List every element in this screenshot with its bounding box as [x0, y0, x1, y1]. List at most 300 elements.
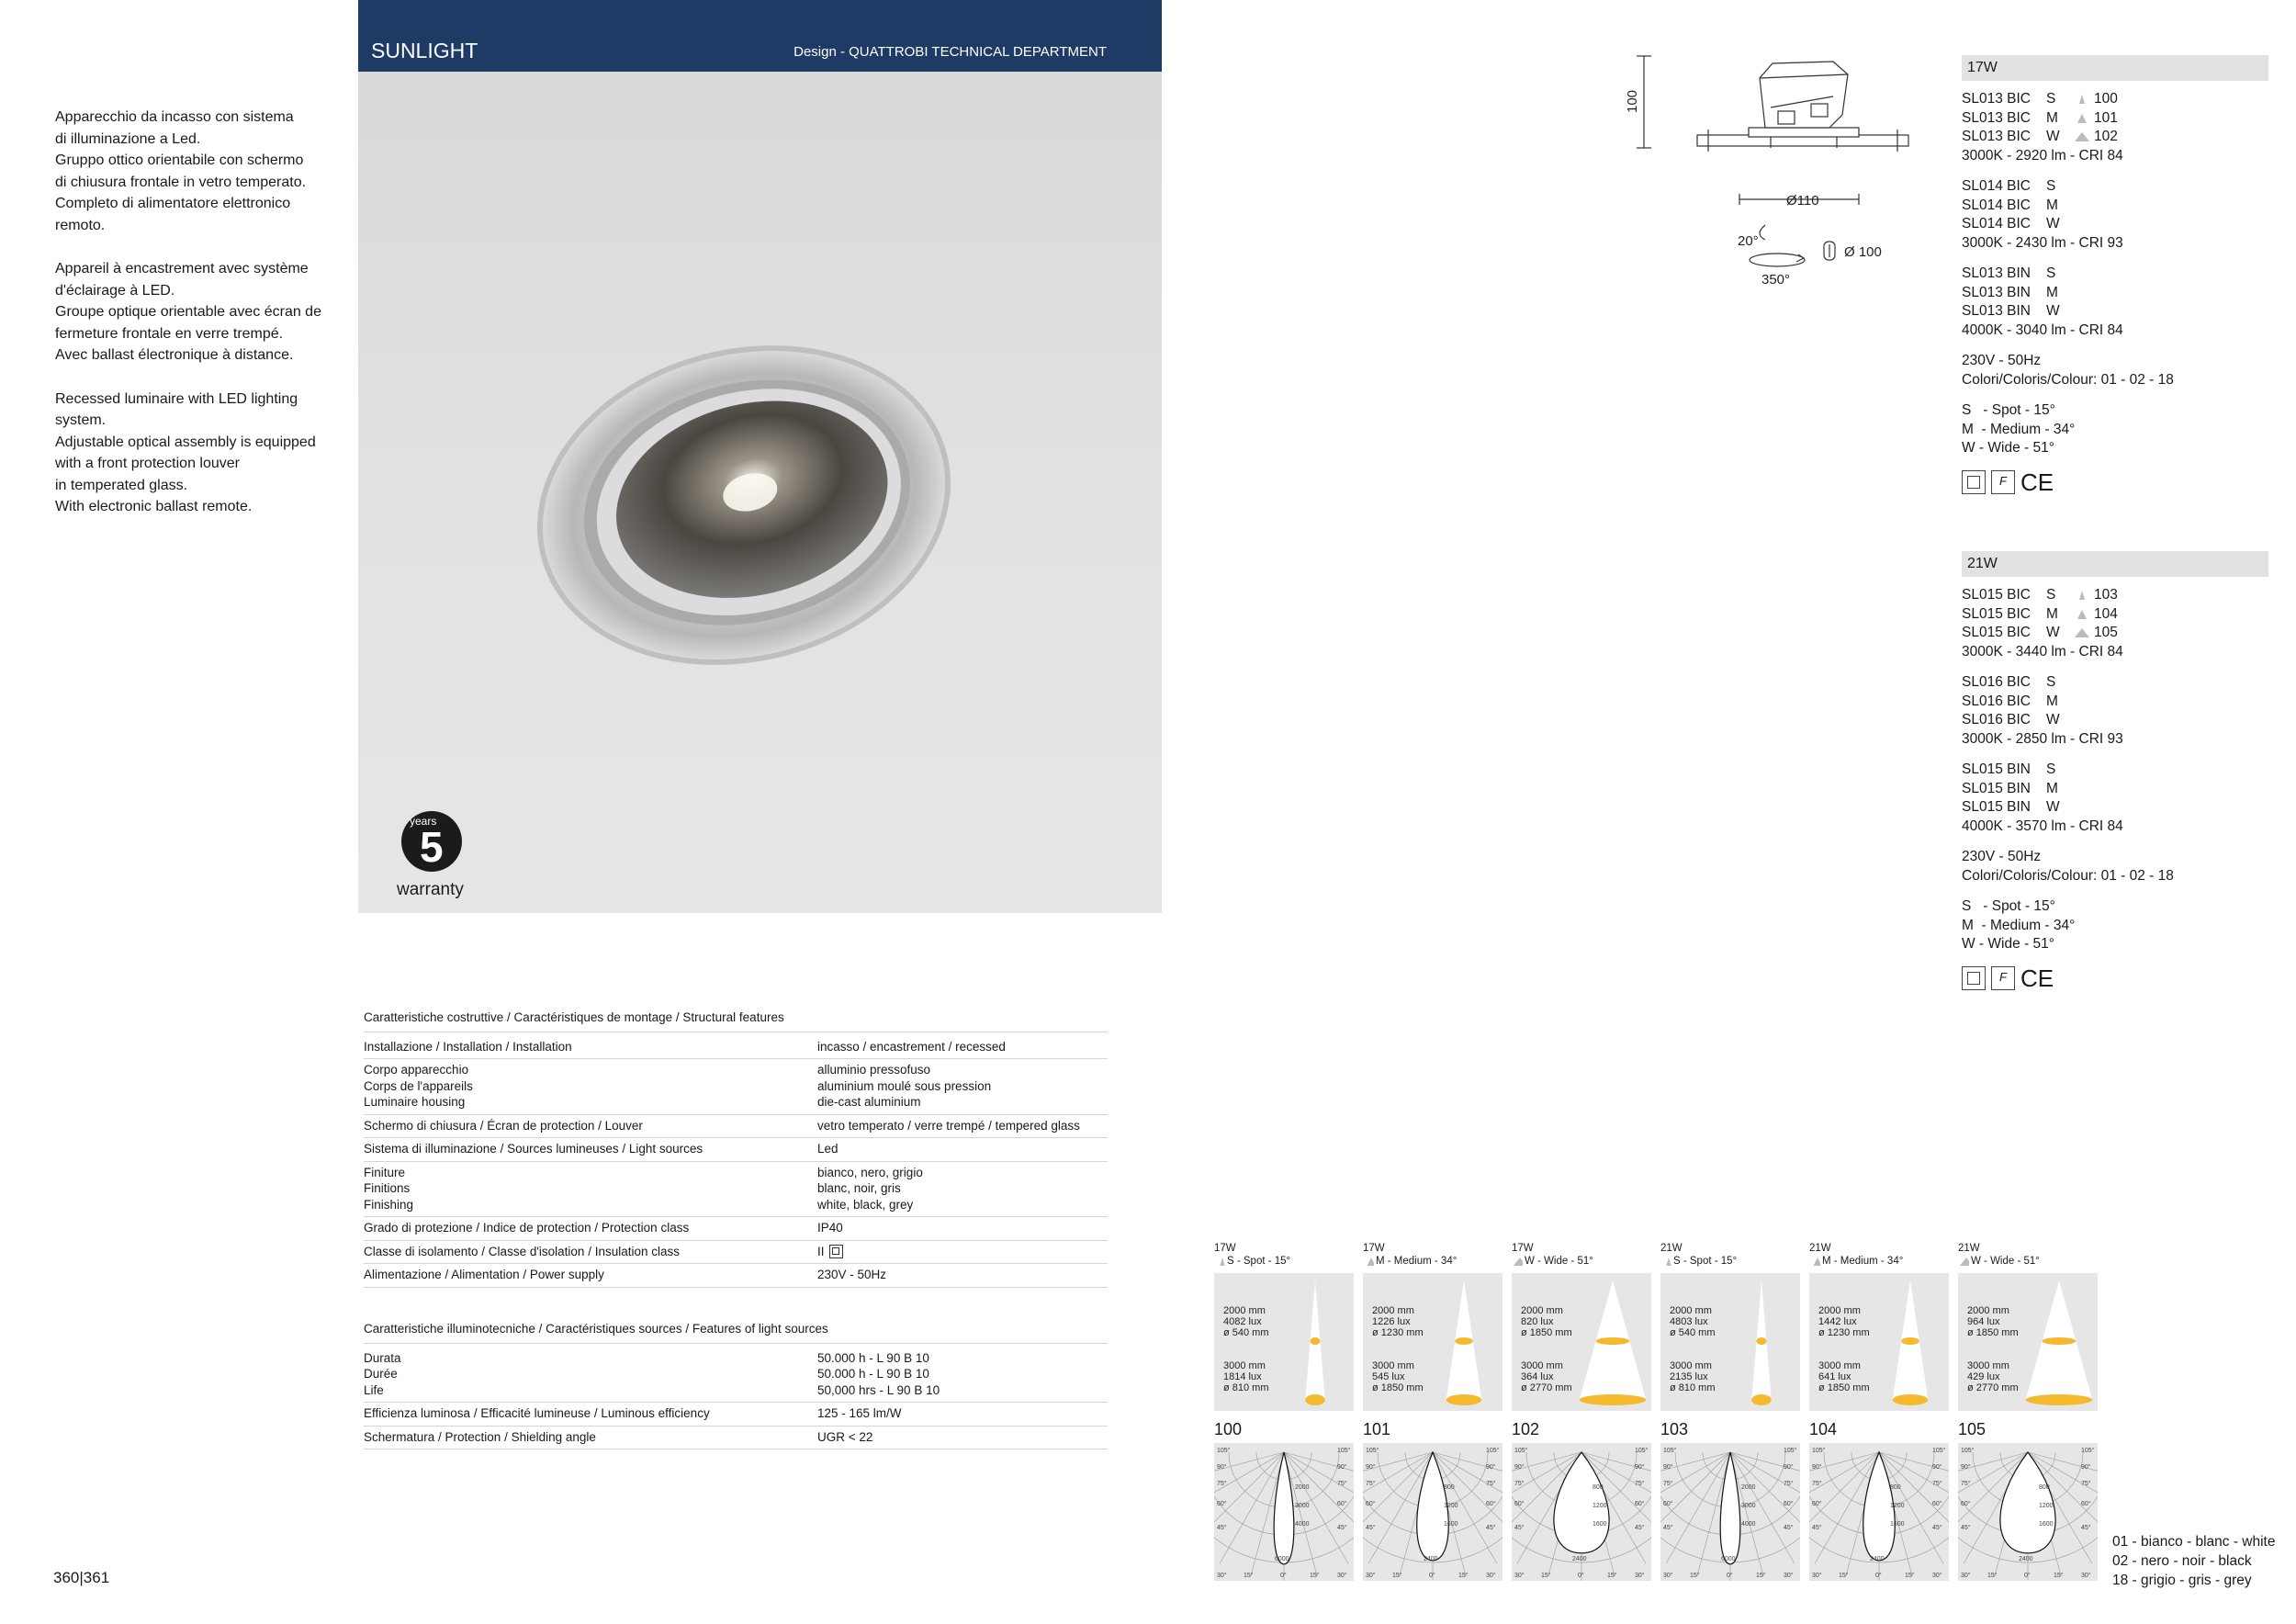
beam-letter: S: [2046, 178, 2056, 194]
finish-colours: [2112, 1532, 2275, 1590]
polar-angle-label: 75°: [1784, 1481, 1794, 1487]
feature-label: Alimentazione / Alimentation / Power supply: [364, 1268, 604, 1281]
polar-intensity-label: 1200: [1593, 1503, 1607, 1509]
polar-angle-label: 75°: [2081, 1481, 2091, 1487]
spec-groups: [1962, 586, 2268, 836]
polar-angle-label: 30°: [1635, 1573, 1645, 1579]
beam-w-icon: [1958, 1257, 1969, 1266]
photometric-ref: 102: [2094, 129, 2118, 144]
beam-value-lux1: 4082 lux: [1223, 1316, 1262, 1327]
photometric-column: [1512, 1242, 1651, 1581]
polar-angle-label: 30°: [2081, 1573, 2091, 1579]
spec-model-row: [1962, 109, 2268, 129]
lighting-features-table: [364, 1319, 1108, 1449]
spec-model-row: [1962, 693, 2268, 712]
beam-letter: S: [2046, 761, 2056, 777]
lighting-features-title: Caratteristiche illuminotecniche / Caractéristiques sources / Features of light sources: [364, 1319, 1108, 1344]
spec-source-info: 3000K - 2920 lm - CRI 84: [1962, 147, 2123, 164]
photometric-code: 101: [1363, 1420, 1391, 1438]
polar-angle-label: 60°: [1486, 1501, 1496, 1507]
model-code: SL014 BIC: [1962, 178, 2031, 194]
spec-model-row: [1962, 761, 2268, 780]
beam-value-lux2: 1814 lux: [1223, 1371, 1262, 1382]
beam-value-dia1: ø 1230 mm: [1372, 1327, 1424, 1338]
polar-angle-label: 30°: [1784, 1573, 1794, 1579]
beam-value-d1: 2000 mm: [1521, 1305, 1563, 1316]
beam-power: 21W: [1660, 1243, 1683, 1254]
model-code: SL013 BIN: [1962, 303, 2031, 319]
beam-power: 17W: [1363, 1243, 1385, 1254]
beam-value-lux1: 1442 lux: [1818, 1316, 1857, 1327]
polar-angle-label: 60°: [2081, 1501, 2091, 1507]
table-row: [364, 1162, 1108, 1218]
polar-angle-label: 0°: [1727, 1573, 1733, 1579]
insulation-class-icon: [1962, 470, 1986, 494]
table-row: [364, 1403, 1108, 1427]
polar-angle-label: 30°: [1337, 1573, 1347, 1579]
spec-model-row: [1962, 711, 2268, 730]
beam-cone-chart: [1363, 1273, 1503, 1411]
product-title: SUNLIGHT: [371, 39, 478, 62]
spec-model-row: [1962, 673, 2268, 693]
beam-letter: W: [2046, 216, 2060, 231]
beam-spot-3000: [2026, 1394, 2093, 1405]
beam-letter: M: [2046, 109, 2058, 126]
polar-angle-label: 45°: [1635, 1525, 1645, 1531]
beam-type: S - Spot - 15°: [1673, 1256, 1738, 1267]
table-row: [364, 1036, 1108, 1060]
feature-value: incasso / encastrement / recessed: [817, 1039, 1006, 1054]
beam-w-icon: [2074, 131, 2090, 142]
spec-source-info: 3000K - 3440 lm - CRI 84: [1962, 643, 2123, 660]
f-mark-icon: F: [1991, 966, 2015, 990]
polar-angle-label: 0°: [1429, 1573, 1435, 1579]
polar-angle-label: 15°: [1839, 1573, 1849, 1579]
model-code: SL013 BIC: [1962, 91, 2031, 107]
polar-angle-label: 60°: [1932, 1501, 1942, 1507]
spec-group: [1962, 177, 2268, 253]
warranty-label: warranty: [397, 880, 464, 898]
photometric-ref: 104: [2094, 605, 2118, 622]
beam-value-dia2: ø 810 mm: [1670, 1382, 1716, 1393]
polar-angle-label: 105°: [1486, 1448, 1500, 1454]
beam-letter: M: [2046, 284, 2058, 300]
model-code: SL014 BIC: [1962, 216, 2031, 231]
beam-header: [1660, 1242, 1800, 1268]
polar-intensity-label: 4000: [1741, 1521, 1756, 1528]
polar-angle-label: 75°: [1514, 1481, 1525, 1487]
model-code: SL015 BIN: [1962, 761, 2031, 777]
polar-angle-label: 105°: [1663, 1448, 1677, 1454]
table-row: [364, 1264, 1108, 1288]
polar-angle-label: 60°: [1514, 1501, 1525, 1507]
model-code: SL014 BIC: [1962, 197, 2031, 213]
beam-value-dia1: ø 540 mm: [1223, 1327, 1269, 1338]
polar-angle-label: 105°: [1961, 1448, 1975, 1454]
polar-angle-label: 75°: [1663, 1481, 1673, 1487]
photometric-column: [1214, 1242, 1354, 1581]
beam-cone-chart: [1214, 1273, 1354, 1411]
spec-colours: Colori/Coloris/Colour: 01 - 02 - 18: [1962, 867, 2174, 884]
photometric-column: [1660, 1242, 1800, 1581]
model-code: SL013 BIN: [1962, 265, 2031, 281]
description-french: Appareil à encastrement avec système d'éclairage à LED. Groupe optique orientable avec écran de fermeture frontale en verre trempé. Avec ballast électronique à distance.: [55, 261, 321, 363]
warranty-years-label: years: [410, 815, 437, 828]
polar-intensity-label: 800: [1593, 1484, 1604, 1491]
beam-spot-3000: [1446, 1394, 1482, 1405]
polar-intensity-label: 2000: [1295, 1484, 1310, 1491]
feature-value: 50.000 h - L 90 B 10 50.000 h - L 90 B 10 50,000 hrs - L 90 B 10: [817, 1350, 940, 1397]
spec-21w: [1962, 551, 2268, 990]
feature-value: UGR < 22: [817, 1429, 873, 1444]
beam-value-d2: 3000 mm: [1521, 1360, 1563, 1371]
beam-header: [1363, 1242, 1503, 1268]
model-code: SL016 BIC: [1962, 712, 2031, 727]
polar-angle-label: 15°: [1756, 1573, 1766, 1579]
beam-spot-3000: [1751, 1394, 1772, 1405]
photometric-column: [1363, 1242, 1503, 1581]
polar-intensity-label: 800: [1890, 1484, 1901, 1491]
polar-diagram: [1363, 1443, 1503, 1581]
polar-intensity-label: 2400: [2019, 1556, 2033, 1562]
beam-letter: M: [2046, 780, 2058, 796]
polar-angle-label: 105°: [1784, 1448, 1797, 1454]
feature-label: Classe di isolamento / Classe d'isolation / Insulation class: [364, 1244, 680, 1258]
polar-angle-label: 0°: [1875, 1573, 1882, 1579]
polar-diagram: [1809, 1443, 1949, 1581]
beam-value-d1: 2000 mm: [1372, 1305, 1414, 1316]
spec-colours: Colori/Coloris/Colour: 01 - 02 - 18: [1962, 371, 2174, 388]
insulation-class-icon: [829, 1245, 843, 1258]
model-code: SL013 BIC: [1962, 109, 2031, 126]
polar-angle-label: 90°: [2081, 1464, 2091, 1471]
description-english: Recessed luminaire with LED lighting system. Adjustable optical assembly is equipped with a front protection louver in temperated glass. With electronic ballast remote.: [55, 390, 316, 514]
polar-angle-label: 30°: [1932, 1573, 1942, 1579]
spec-beam-medium: M - Medium - 34°: [1962, 421, 2076, 437]
beam-spot-3000: [1580, 1394, 1647, 1405]
polar-angle-label: 30°: [1812, 1573, 1822, 1579]
beam-value-lux2: 545 lux: [1372, 1371, 1405, 1382]
polar-angle-label: 15°: [1392, 1573, 1402, 1579]
photometric-code: 102: [1512, 1420, 1540, 1438]
photometric-ref: 100: [2094, 91, 2118, 107]
polar-angle-label: 90°: [1812, 1464, 1822, 1471]
spec-model-row: [1962, 128, 2268, 147]
table-row: [364, 1059, 1108, 1115]
polar-angle-label: 75°: [1217, 1481, 1227, 1487]
beam-value-lux2: 364 lux: [1521, 1371, 1554, 1382]
beam-letter: S: [2046, 265, 2056, 281]
polar-angle-label: 15°: [1458, 1573, 1469, 1579]
beam-letter: M: [2046, 197, 2058, 213]
polar-angle-label: 60°: [1635, 1501, 1645, 1507]
polar-angle-label: 75°: [1366, 1481, 1376, 1487]
spec-electrical: [1962, 848, 2268, 885]
polar-angle-label: 15°: [1244, 1573, 1254, 1579]
beam-cone-chart: [1809, 1273, 1949, 1411]
beam-type-row: [1512, 1255, 1651, 1268]
model-code: SL015 BIN: [1962, 780, 2031, 796]
beam-letter: M: [2046, 605, 2058, 622]
feature-label: Durata Durée Life: [364, 1350, 401, 1397]
photometric-code: 105: [1958, 1420, 1986, 1438]
beam-m-icon: [2074, 609, 2090, 620]
feature-label: Sistema di illuminazione / Sources lumineuses / Light sources: [364, 1142, 703, 1156]
beam-letter: W: [2046, 625, 2060, 640]
spec-group: [1962, 586, 2268, 661]
polar-angle-label: 60°: [1217, 1501, 1227, 1507]
beam-value-d2: 3000 mm: [1372, 1360, 1414, 1371]
polar-angle-label: 90°: [1961, 1464, 1971, 1471]
polar-angle-label: 0°: [1578, 1573, 1584, 1579]
polar-angle-label: 90°: [1337, 1464, 1347, 1471]
beam-letter: S: [2046, 674, 2056, 690]
polar-intensity-label: 800: [2039, 1484, 2050, 1491]
certifications: [1962, 966, 2268, 990]
beam-type-row: [1363, 1255, 1503, 1268]
polar-intensity-label: 2000: [1741, 1484, 1756, 1491]
polar-angle-label: 30°: [1217, 1573, 1227, 1579]
description-italian: Apparecchio da incasso con sistema di illuminazione a Led. Gruppo ottico orientabile con schermo di chiusura frontale in vetro temperato. Completo di alimentatore elettronico remoto.: [55, 109, 307, 233]
polar-angle-label: 30°: [1486, 1573, 1496, 1579]
polar-intensity-label: 1600: [1444, 1521, 1458, 1528]
polar-angle-label: 105°: [1514, 1448, 1528, 1454]
drawing-diameter: Ø110: [1786, 193, 1819, 209]
polar-angle-label: 45°: [1961, 1525, 1971, 1531]
table-row: [364, 1427, 1108, 1450]
beam-value-d1: 2000 mm: [1818, 1305, 1861, 1316]
polar-angle-label: 45°: [1812, 1525, 1822, 1531]
beam-value-dia2: ø 2770 mm: [1967, 1382, 2019, 1393]
structural-features-title: Caratteristiche costruttive / Caractéristiques de montage / Structural features: [364, 1008, 1108, 1032]
feature-label: Grado di protezione / Indice de protection / Protection class: [364, 1221, 690, 1235]
polar-angle-label: 60°: [1366, 1501, 1376, 1507]
beam-type-row: [1958, 1255, 2098, 1268]
beam-s-icon: [1214, 1257, 1225, 1266]
spec-group: [1962, 265, 2268, 340]
feature-value: Led: [817, 1142, 838, 1156]
polar-angle-label: 15°: [1987, 1573, 1998, 1579]
polar-angle-label: 75°: [1932, 1481, 1942, 1487]
beam-header: [1809, 1242, 1949, 1268]
beam-value-lux1: 820 lux: [1521, 1316, 1554, 1327]
spec-voltage: 230V - 50Hz: [1962, 849, 2042, 864]
spec-beam-wide: W - Wide - 51°: [1962, 440, 2054, 456]
polar-angle-label: 15°: [1310, 1573, 1320, 1579]
polar-angle-label: 15°: [2054, 1573, 2064, 1579]
polar-angle-label: 105°: [1635, 1448, 1649, 1454]
spec-groups: [1962, 90, 2268, 340]
beam-w-icon: [1512, 1257, 1523, 1266]
polar-angle-label: 45°: [1337, 1525, 1347, 1531]
beam-value-dia2: ø 2770 mm: [1521, 1382, 1572, 1393]
beam-value-d1: 2000 mm: [1670, 1305, 1712, 1316]
spec-17w: [1962, 55, 2268, 494]
beam-value-dia1: ø 1850 mm: [1967, 1327, 2019, 1338]
beam-indicator: [2074, 113, 2094, 124]
photometric-column: [1809, 1242, 1949, 1581]
feature-value: bianco, nero, grigio blanc, noir, gris white, black, grey: [817, 1165, 923, 1212]
feature-label: Schermo di chiusura / Écran de protection / Louver: [364, 1118, 643, 1133]
feature-label: Schermatura / Protection / Shielding angle: [364, 1429, 596, 1444]
spec-model-row: [1962, 215, 2268, 234]
ce-mark-icon: CE: [2020, 964, 2054, 992]
polar-angle-label: 45°: [1784, 1525, 1794, 1531]
polar-intensity-label: 6000: [1275, 1556, 1289, 1562]
polar-intensity-label: 2400: [1424, 1556, 1438, 1562]
beam-power: 21W: [1809, 1243, 1831, 1254]
polar-intensity-label: 1200: [1444, 1503, 1458, 1509]
model-code: SL015 BIC: [1962, 605, 2031, 622]
beam-spot-2000: [1757, 1337, 1767, 1345]
spec-power-header: 21W: [1962, 551, 2268, 577]
beam-value-dia1: ø 1230 mm: [1818, 1327, 1870, 1338]
table-row: [364, 1217, 1108, 1241]
polar-diagram: [1512, 1443, 1651, 1581]
beam-m-icon: [1809, 1257, 1820, 1266]
beam-value-d1: 2000 mm: [1967, 1305, 2009, 1316]
beam-value-lux1: 964 lux: [1967, 1316, 2000, 1327]
certifications: [1962, 470, 2268, 494]
beam-indicator: [2074, 131, 2094, 142]
feature-label: Efficienza luminosa / Efficacité lumineuse / Luminous efficiency: [364, 1406, 710, 1420]
polar-intensity-label: 2400: [1572, 1556, 1587, 1562]
beam-value-lux2: 429 lux: [1967, 1371, 2000, 1382]
beam-indicator: [2074, 590, 2094, 601]
designer-credit: Design - QUATTROBI TECHNICAL DEPARTMENT: [793, 44, 1107, 60]
spec-source-info: 3000K - 2850 lm - CRI 93: [1962, 730, 2123, 747]
structural-features-table: [364, 1008, 1108, 1288]
spec-source-info: 4000K - 3040 lm - CRI 84: [1962, 321, 2123, 338]
beam-s-icon: [2074, 94, 2090, 105]
polar-intensity-label: 3000: [1295, 1503, 1310, 1509]
structural-rows: [364, 1036, 1108, 1288]
polar-angle-label: 90°: [1635, 1464, 1645, 1471]
beam-m-icon: [1363, 1257, 1374, 1266]
polar-angle-label: 75°: [1635, 1481, 1645, 1487]
model-code: SL015 BIN: [1962, 799, 2031, 815]
beam-value-dia2: ø 1850 mm: [1818, 1382, 1870, 1393]
beam-letter: W: [2046, 303, 2060, 319]
polar-angle-label: 105°: [1932, 1448, 1946, 1454]
polar-intensity-label: 1200: [1890, 1503, 1905, 1509]
polar-angle-label: 90°: [1366, 1464, 1376, 1471]
polar-angle-label: 15°: [1690, 1573, 1700, 1579]
finish-colour-black: 02 - nero - noir - black: [2112, 1553, 2252, 1569]
spec-group: [1962, 761, 2268, 836]
ce-mark-icon: CE: [2020, 468, 2054, 496]
beam-letter: W: [2046, 129, 2060, 144]
polar-angle-label: 90°: [1217, 1464, 1227, 1471]
polar-angle-label: 60°: [1784, 1501, 1794, 1507]
beam-letter: W: [2046, 799, 2060, 815]
beam-value-d2: 3000 mm: [1818, 1360, 1861, 1371]
spec-group: [1962, 90, 2268, 165]
feature-value: vetro temperato / verre trempé / tempered glass: [817, 1118, 1080, 1133]
polar-angle-label: 105°: [1337, 1448, 1351, 1454]
beam-value-dia2: ø 810 mm: [1223, 1382, 1269, 1393]
polar-angle-label: 75°: [1486, 1481, 1496, 1487]
table-row: [364, 1138, 1108, 1162]
polar-angle-label: 45°: [1663, 1525, 1673, 1531]
spec-model-row: [1962, 197, 2268, 216]
product-photo: [358, 72, 1162, 913]
polar-angle-label: 30°: [1663, 1573, 1673, 1579]
spec-beam-medium: M - Medium - 34°: [1962, 917, 2076, 933]
spec-model-row: [1962, 177, 2268, 197]
photometric-column: [1958, 1242, 2098, 1581]
spec-beams: [1962, 401, 2268, 458]
spec-beam-spot: S - Spot - 15°: [1962, 402, 2055, 418]
beam-spot-2000: [1311, 1337, 1321, 1345]
feature-label: Finiture Finitions Finishing: [364, 1165, 414, 1212]
polar-angle-label: 105°: [1366, 1448, 1379, 1454]
beam-spot-3000: [1305, 1394, 1325, 1405]
table-row: [364, 1241, 1108, 1265]
technical-drawing: [1616, 51, 1919, 299]
polar-angle-label: 45°: [1217, 1525, 1227, 1531]
spec-model-row: [1962, 586, 2268, 605]
polar-angle-label: 30°: [1366, 1573, 1376, 1579]
beam-spot-2000: [1596, 1337, 1630, 1345]
polar-diagram: [1660, 1443, 1800, 1581]
model-code: SL016 BIC: [1962, 693, 2031, 709]
table-row: [364, 1348, 1108, 1404]
beam-letter: S: [2046, 91, 2056, 107]
polar-diagram: [1958, 1443, 2098, 1581]
spec-voltage: 230V - 50Hz: [1962, 353, 2042, 368]
beam-indicator: [2074, 94, 2094, 105]
beam-type: S - Spot - 15°: [1227, 1256, 1291, 1267]
photometric-code: 100: [1214, 1420, 1243, 1438]
polar-angle-label: 75°: [1961, 1481, 1971, 1487]
photometric-code: 104: [1809, 1420, 1838, 1438]
polar-angle-label: 15°: [1541, 1573, 1551, 1579]
beam-type: W - Wide - 51°: [1525, 1256, 1593, 1267]
polar-diagram: [1214, 1443, 1354, 1581]
beam-type-row: [1660, 1255, 1800, 1268]
polar-intensity-label: 800: [1444, 1484, 1455, 1491]
warranty-years-number: 5: [420, 823, 444, 871]
feature-label: Installazione / Installation / Installation: [364, 1039, 572, 1054]
beam-value-d2: 3000 mm: [1670, 1360, 1712, 1371]
beam-value-d2: 3000 mm: [1967, 1360, 2009, 1371]
beam-letter: M: [2046, 693, 2058, 709]
drawing-height: 100: [1625, 89, 1640, 113]
spec-power-header: 17W: [1962, 55, 2268, 81]
table-row: [364, 1115, 1108, 1139]
beam-spot-2000: [1901, 1337, 1919, 1345]
warranty-badge: [395, 806, 487, 898]
polar-intensity-label: 1600: [2039, 1521, 2054, 1528]
spec-beam-wide: W - Wide - 51°: [1962, 936, 2054, 952]
beam-value-lux2: 2135 lux: [1670, 1371, 1708, 1382]
beam-value-dia1: ø 1850 mm: [1521, 1327, 1572, 1338]
drawing-cutout: Ø 100: [1844, 244, 1882, 260]
insulation-class-icon: [1962, 966, 1986, 990]
feature-label: Corpo apparecchio Corps de l'appareils Luminaire housing: [364, 1063, 473, 1109]
beam-type: W - Wide - 51°: [1971, 1256, 2040, 1267]
polar-intensity-label: 1600: [1890, 1521, 1905, 1528]
polar-angle-label: 60°: [1663, 1501, 1673, 1507]
beam-cone-chart: [1660, 1273, 1800, 1411]
beam-type-row: [1809, 1255, 1949, 1268]
polar-angle-label: 0°: [1280, 1573, 1287, 1579]
product-header: [358, 0, 1162, 72]
spec-model-row: [1962, 605, 2268, 625]
model-code: SL013 BIC: [1962, 129, 2031, 144]
model-code: SL015 BIC: [1962, 587, 2031, 603]
